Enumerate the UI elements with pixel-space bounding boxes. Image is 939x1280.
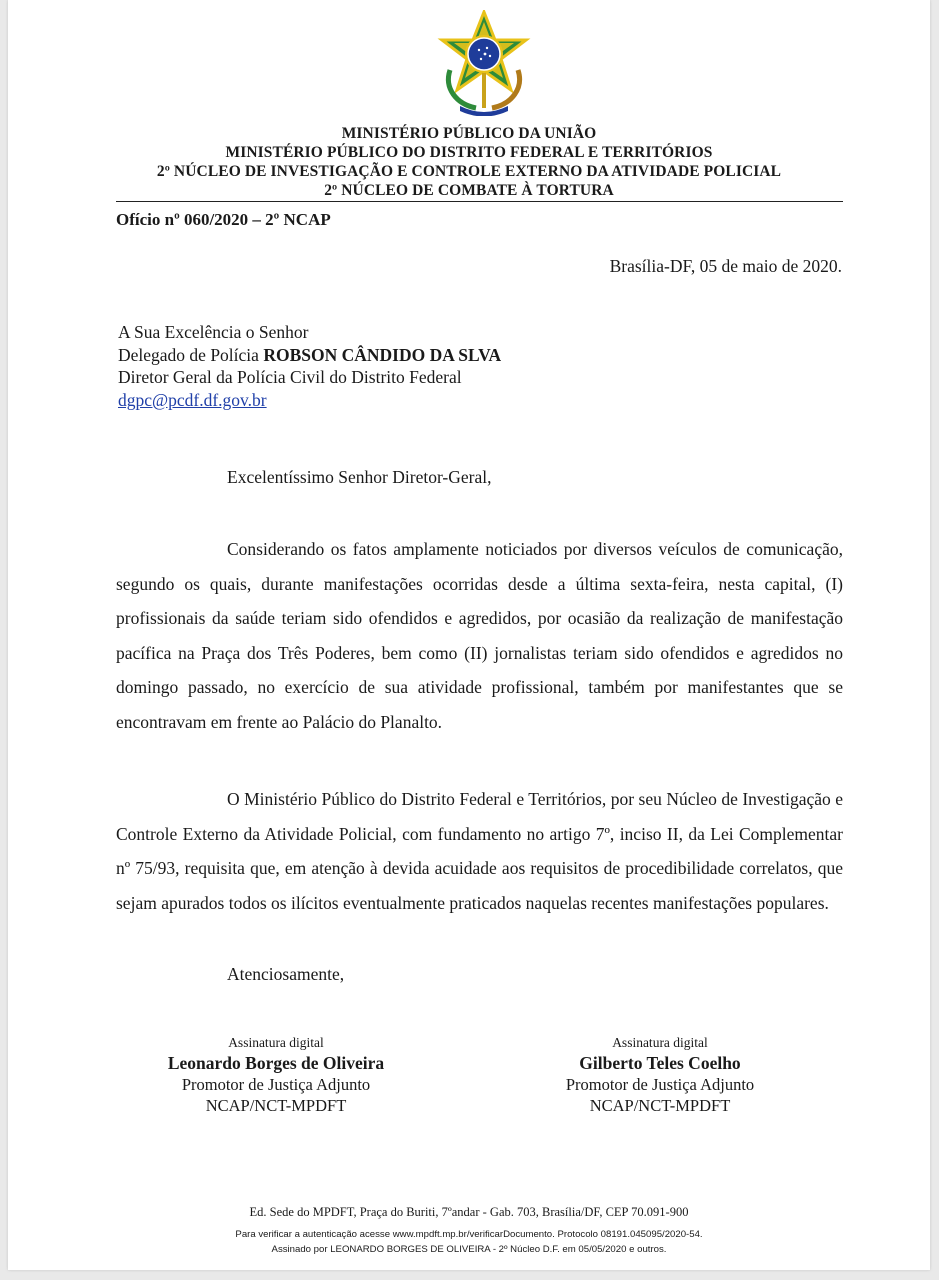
letterhead-line-1: MINISTÉRIO PÚBLICO DA UNIÃO <box>341 125 597 142</box>
signature-block-1 <box>146 1032 406 1116</box>
addressee-email-link[interactable]: dgpc@pcdf.df.gov.br <box>118 389 267 410</box>
footer-signed-by: Assinado por LEONARDO BORGES DE OLIVEIRA - 2º Núcleo D.F. em 05/05/2020 e outros. <box>271 1244 667 1255</box>
letterhead-line-3: 2º NÚCLEO DE INVESTIGAÇÃO E CONTROLE EXTERNO DA ATIVIDADE POLICIAL <box>156 163 782 180</box>
signer-org: NCAP/NCT-MPDFT <box>205 1096 347 1115</box>
signer-role: Promotor de Justiça Adjunto <box>565 1075 755 1094</box>
brazil-coat-of-arms-icon <box>434 10 534 116</box>
footer-address: Ed. Sede do MPDFT, Praça do Buriti, 7ºandar - Gab. 703, Brasília/DF, CEP 70.091-900 <box>249 1205 689 1219</box>
signature-block-2 <box>530 1032 790 1116</box>
addressee-block <box>118 321 501 411</box>
addressee-name: ROBSON CÂNDIDO DA SLVA <box>263 344 502 365</box>
salutation: Excelentíssimo Senhor Diretor-Geral, <box>227 467 492 487</box>
addressee-title: Delegado de Polícia <box>118 344 264 365</box>
document-date: Brasília-DF, 05 de maio de 2020. <box>609 256 842 276</box>
document-page <box>8 0 930 1270</box>
addressee-line-3: Diretor Geral da Polícia Civil do Distrito Federal <box>118 367 462 387</box>
signer-org: NCAP/NCT-MPDFT <box>589 1096 731 1115</box>
signature-label: Assinatura digital <box>612 1035 708 1050</box>
signer-name: Leonardo Borges de Oliveira <box>167 1053 385 1073</box>
addressee-line-1: A Sua Excelência o Senhor <box>118 322 309 342</box>
letterhead-line-2: MINISTÉRIO PÚBLICO DO DISTRITO FEDERAL E TERRITÓRIOS <box>225 144 713 161</box>
signature-label: Assinatura digital <box>228 1035 324 1050</box>
footer-verification: Para verificar a autenticação acesse www.mpdft.mp.br/verificarDocumento. Protocolo 08191.045095/2020-54. <box>235 1229 703 1240</box>
header-divider <box>116 201 843 202</box>
letterhead-line-4: 2º NÚCLEO DE COMBATE À TORTURA <box>324 182 614 199</box>
letterhead <box>8 124 930 200</box>
document-number: Ofício nº 060/2020 – 2º NCAP <box>116 210 331 229</box>
body-paragraph-2: O Ministério Público do Distrito Federal e Territórios, por seu Núcleo de Investigação e Controle Externo da Atividade Policial, com fundamento no artigo 7º, inciso II, da Lei Complementar nº 75/93, requisita que, em atenção à devida acuidade aos requisitos de procedibilidade correlatos, que sejam apurados todos os ilícitos eventualmente praticados naquelas recentes manifestações populares. <box>116 789 843 913</box>
addressee-line-2 <box>118 344 501 367</box>
closing: Atenciosamente, <box>227 964 345 984</box>
body-paragraph-1: Considerando os fatos amplamente noticiados por diversos veículos de comunicação, segundo os quais, durante manifestações ocorridas desde a última sexta-feira, nesta capital, (I) profissionais da saúde teriam sido ofendidos e agredidos, por ocasião da realização de manifestação pacífica na Praça dos Três Poderes, bem como (II) jornalistas teriam sido ofendidos e agredidos no domingo passado, no exercício de sua atividade profissional, também por manifestantes que se encontravam em frente ao Palácio do Planalto. <box>116 539 843 732</box>
signer-name: Gilberto Teles Coelho <box>579 1053 741 1073</box>
signer-role: Promotor de Justiça Adjunto <box>181 1075 371 1094</box>
